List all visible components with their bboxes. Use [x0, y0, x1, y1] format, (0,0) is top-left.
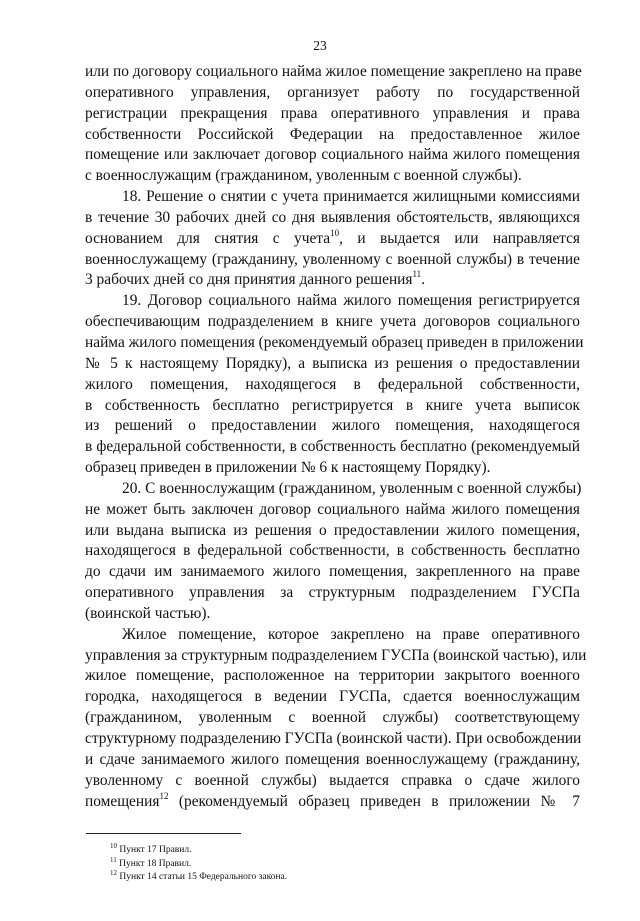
footnote-ref-12[interactable]: 12	[159, 790, 169, 801]
page-number: 23	[313, 38, 327, 53]
text-segment: .	[421, 271, 426, 289]
text-segment: (рекомендуемый образец приведен в приложении № 7	[168, 792, 580, 810]
text-line: структурному подразделению ГУСПа (воинской части). При освобождении	[85, 730, 582, 747]
text-line: до сдачи им занимаемого жилого помещения, закрепленного на праве	[85, 563, 580, 581]
body-text	[85, 62, 587, 812]
text-line-with-ref	[85, 792, 580, 813]
paragraph-18	[85, 187, 580, 291]
footnote-text: Пункт 18 Правил.	[116, 858, 192, 869]
text-line: образец приведен в приложении № 6 к настоящему Порядку).	[85, 459, 491, 477]
text-line: Жилое помещение, которое закреплено на праве оперативного	[122, 625, 580, 643]
text-line-with-ref	[85, 229, 580, 250]
footnote-ref-11[interactable]: 11	[412, 269, 422, 280]
text-line: с военнослужащим (гражданином, уволенным с военной службы).	[85, 167, 522, 185]
text-line: в федеральной собственности, в собственность бесплатно (рекомендуемый	[85, 438, 580, 456]
text-line: городка, находящегося в ведении ГУСПа, сдается военнослужащим	[85, 688, 580, 706]
text-line: помещение или заключает договор социального найма жилого помещения	[85, 146, 580, 164]
text-line: найма жилого помещения (рекомендуемый образец приведен в приложении	[85, 333, 584, 351]
footnotes	[110, 844, 287, 885]
text-line: управления за структурным подразделением ГУСПа (воинской частью), или	[85, 646, 587, 664]
text-segment: , и выдается или направляется	[339, 229, 580, 247]
text-line: уволенному с военной службы) выдается справка о сдаче жилого	[85, 771, 580, 789]
text-line: жилого помещения, находящегося в федеральной собственности,	[85, 375, 580, 393]
text-segment: 3 рабочих дней со дня принятия данного решения	[85, 271, 413, 289]
paragraph-20	[85, 479, 580, 625]
text-segment: основанием для снятия с учета	[85, 229, 331, 247]
footnote-ref-10[interactable]: 10	[330, 227, 340, 238]
text-line: или по договору социального найма жилое помещение закреплено на праве	[85, 63, 582, 80]
footnote-divider	[86, 833, 241, 834]
text-line: 18. Решение о снятии с учета принимается жилищными комиссиями	[122, 188, 580, 206]
text-line: (воинской частью).	[85, 604, 211, 622]
footnote-12	[110, 871, 287, 885]
paragraph-19	[85, 291, 584, 479]
text-line: 19. Договор социального найма жилого помещения регистрируется	[122, 292, 580, 310]
text-line: не может быть заключен договор социального найма жилого помещения	[85, 500, 580, 518]
text-line: из решений о предоставлении жилого помещения, находящегося	[85, 417, 580, 435]
footnote-10	[110, 844, 287, 858]
paragraph-housing	[85, 625, 587, 813]
footnote-11	[110, 855, 287, 872]
footnote-text: Пункт 17 Правил.	[117, 845, 192, 855]
text-segment: помещения	[85, 792, 160, 810]
text-line: обеспечивающим подразделением в книге учета договоров социального	[85, 313, 580, 331]
text-line: в течение 30 рабочих дней со дня выявления обстоятельств, являющихся	[85, 208, 580, 226]
text-line: оперативного управления, организует работу по государственной	[85, 83, 580, 101]
text-line: собственности Российской Федерации на предоставленное жилое	[85, 125, 580, 143]
text-line: или выдана выписка из решения о предоставлении жилого помещения,	[85, 521, 580, 539]
text-line: регистрации прекращения права оперативного управления и права	[85, 104, 580, 122]
text-line: жилое помещение, расположенное на территории закрытого военного	[85, 667, 580, 685]
text-line: в собственность бесплатно регистрируется в книге учета выписок	[85, 396, 580, 414]
text-line: № 5 к настоящему Порядку), а выписка из решения о предоставлении	[85, 354, 580, 372]
footnote-number: 12	[110, 869, 117, 877]
paragraph-continuation	[85, 62, 580, 187]
footnote-text: Пункт 14 статьи 15 Федерального закона.	[117, 872, 288, 882]
text-line: (гражданином, уволенным с военной службы) соответствующему	[85, 709, 580, 727]
footnote-number: 11	[110, 855, 117, 864]
footnote-number: 10	[110, 842, 117, 850]
text-line-with-ref	[85, 270, 580, 291]
text-line: и сдаче занимаемого жилого помещения военнослужащему (гражданину,	[85, 750, 580, 768]
text-line: оперативного управления за структурным подразделением ГУСПа	[85, 584, 580, 602]
text-line: военнослужащему (гражданину, уволенному с военной службы) в течение	[85, 250, 580, 268]
text-line: 20. С военнослужащим (гражданином, уволенным с военной службы)	[122, 479, 582, 497]
text-line: находящегося в федеральной собственности, в собственность бесплатно	[85, 542, 580, 560]
